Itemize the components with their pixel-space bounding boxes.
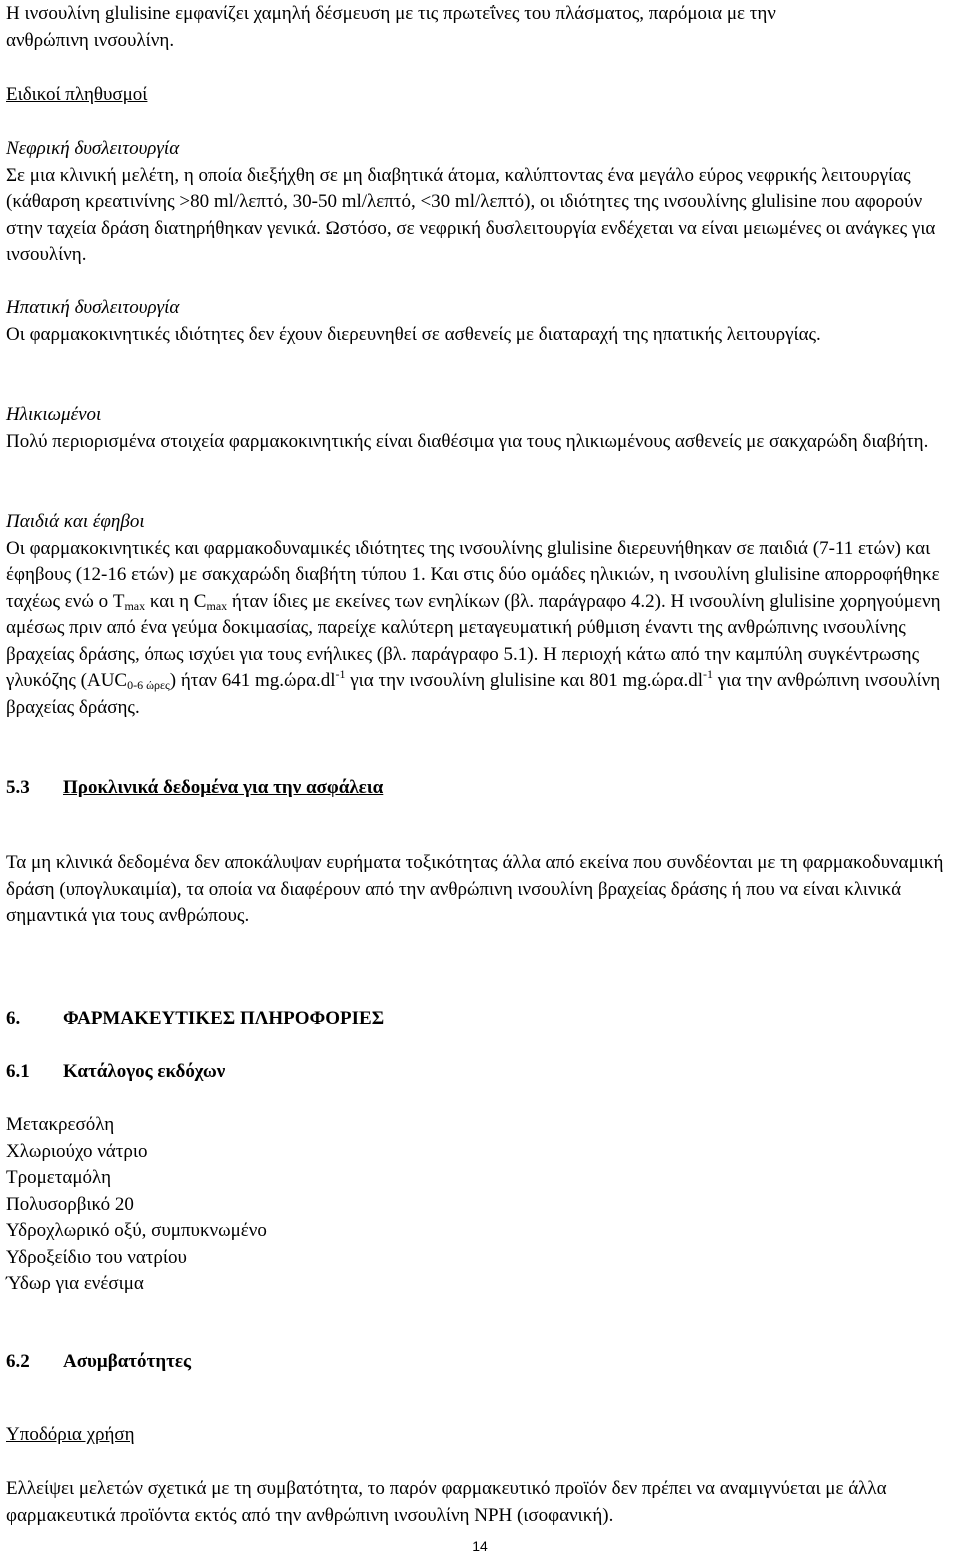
section-6-2-text: Ελλείψει μελετών σχετικά με τη συμβατότητα, το παρόν φαρμακευτικό προϊόν δεν πρέπει να αναμιγνύεται με άλλα φαρμακευτικά προϊόντα εκτός από την ανθρώπινη ινσουλίνη NPH (ισοφανική). <box>6 1478 887 1526</box>
section-6-title: ΦΑΡΜΑΚΕΥΤΙΚΕΣ ΠΛΗΡΟΦΟΡΙΕΣ <box>63 1008 385 1029</box>
list-item: Πολυσορβικό 20 <box>6 1193 134 1215</box>
list-item: Υδροξείδιο του νατρίου <box>6 1246 187 1268</box>
hepatic-title: Ηπατική δυσλειτουργία <box>6 297 180 318</box>
renal-title: Νεφρική δυσλειτουργία <box>6 138 180 159</box>
list-item: Τρομεταμόλη <box>6 1167 112 1188</box>
section-5-3-heading <box>6 775 383 802</box>
section-6-1-heading <box>6 1059 225 1086</box>
list-item: Ύδωρ για ενέσιμα <box>6 1273 144 1294</box>
hepatic-text: Οι φαρμακοκινητικές ιδιότητες δεν έχουν διερευνηθεί σε ασθενείς με διαταραχή της ηπατικής λειτουργίας. <box>6 323 821 345</box>
section-6-2-title: Ασυμβατότητες <box>63 1351 191 1372</box>
section-6-number: 6. <box>6 1008 21 1029</box>
section-6-1-title: Κατάλογος εκδόχων <box>63 1061 226 1082</box>
section-5-3-title: Προκλινικά δεδομένα για την ασφάλεια <box>63 777 384 798</box>
section-6-heading <box>6 1006 384 1033</box>
section-5-3-number: 5.3 <box>6 777 30 798</box>
renal-section <box>6 136 950 269</box>
elderly-text: Πολύ περιορισμένα στοιχεία φαρμακοκινητικής είναι διαθέσιμα για τους ηλικιωμένους ασθενείς με σακχαρώδη διαβήτη. <box>6 430 929 452</box>
hepatic-section <box>6 295 950 348</box>
section-5-3-text: Τα μη κλινικά δεδομένα δεν αποκάλυψαν ευρήματα τοξικότητας άλλα από εκείνα που συνδέονται με τη φαρμακοδυναμική δράση (υπογλυκαιμία), τα οποία να διαφέρουν από την ανθρώπινη ινσουλίνη βραχείας δράσης ή που να είναι κλινικά σημαντικά για τους ανθρώπους. <box>6 852 944 926</box>
excipient-list <box>6 1112 267 1298</box>
section-6-2-heading <box>6 1349 191 1376</box>
intro-line-1: Η ινσουλίνη glulisine εμφανίζει χαμηλή δέσμευση με τις πρωτεΐνες του πλάσματος, παρόμοια με την <box>6 3 776 24</box>
page-number: 14 <box>472 1538 488 1554</box>
tmax-subscript: max <box>124 598 146 613</box>
children-section <box>6 509 950 721</box>
list-item: Μετακρεσόλη <box>6 1114 115 1135</box>
intro-line-2: ανθρώπινη ινσουλίνη. <box>6 29 175 51</box>
children-title: Παιδιά και έφηβοι <box>6 511 145 532</box>
section-6-2-number: 6.2 <box>6 1351 30 1372</box>
cmax-subscript: max <box>206 598 228 613</box>
special-populations-heading: Ειδικοί πληθυσμοί <box>6 84 148 105</box>
superscript-2: -1 <box>703 667 713 681</box>
auc-subscript: 0-6 ώρες <box>127 678 170 692</box>
renal-text: Σε μια κλινική μελέτη, η οποία διεξήχθη σε μη διαβητικά άτομα, καλύπτοντας ένα μεγάλο εύρος νεφρικής λειτουργίας (κάθαρση κρεατινίνης >80 ml/λεπτό, 30-50 ml/λεπτό, <30 ml/λεπτό), οι ιδιότητες της ινσουλίνης glulisine που αφορούν στην ταχεία δράση διατηρήθηκαν γενικά. Ωστόσο, σε νεφρική δυσλειτουργία ενδέχεται να είναι μειωμένες οι ανάγκες για ινσουλίνη. <box>6 164 936 265</box>
list-item: Χλωριούχο νάτριο <box>6 1140 148 1162</box>
superscript-1: -1 <box>335 667 346 681</box>
elderly-section <box>6 402 950 455</box>
subcutaneous-use-heading: Υποδόρια χρήση <box>6 1424 135 1445</box>
elderly-title: Ηλικιωμένοι <box>6 404 102 425</box>
list-item: Υδροχλωρικό οξύ, συμπυκνωμένο <box>6 1220 267 1241</box>
section-6-1-number: 6.1 <box>6 1061 30 1082</box>
children-text: Οι φαρμακοκινητικές και φαρμακοδυναμικές ιδιότητες της ινσουλίνης glulisine διερευνήθηκαν σε παιδιά (7-11 ετών) και έφηβους (12-16 ετών) με σακχαρώδη διαβήτη τύπου 1. Και στις δύο ομάδες ηλικιών, η ινσουλίνη glulisine απορροφήθηκε ταχέως ενώ ο $T_{max}$ και η $C_{max}$ ήταν ίδιες με εκείνες των ενηλίκων (βλ. παράγραφο 4.2). Η ινσουλίνη glulisine χορηγούμενη αμέσως πριν από ένα γεύμα δοκιμασίας, παρείχε καλύτερη μεταγευματική ρύθμιση έναντι της ανθρώπινης ινσουλίνης βραχείας δράσης, όπως ισχύει για τους ενήλικες (βλ. παράγραφο 5.1). Η περιοχή κάτω από την καμπύλη συγκέντρωσης γλυκόζης $(AUC_{0-6 ώ\rho\varepsilon\varsigma})$ ήταν 641 $mg.ώ\rho\alpha.dl^{-1}$ για την ινσουλίνη glulisine και 801 $mg.ώ\rho\alpha.dl^{-1}$ για την ανθρώπινη ινσουλίνη βραχείας δράσης. <box>6 537 941 718</box>
intro-paragraph <box>6 1 956 54</box>
